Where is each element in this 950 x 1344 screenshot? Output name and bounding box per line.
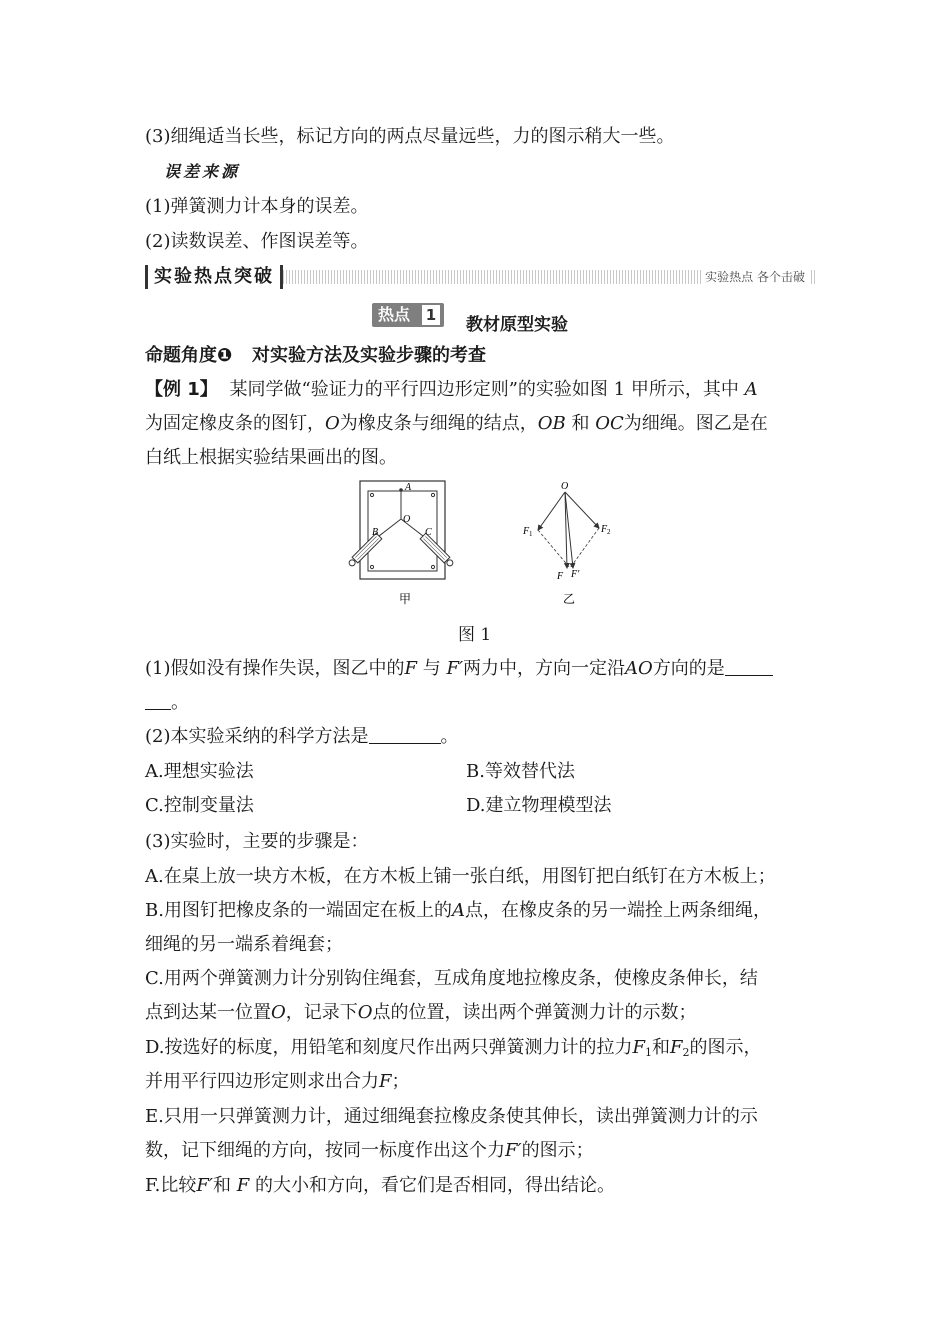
step-D-cont — [145, 1069, 815, 1095]
var: F — [379, 1071, 392, 1092]
option-A: A.理想实验法 — [145, 761, 254, 782]
question-line — [145, 724, 815, 750]
var: F — [236, 1175, 250, 1196]
label-F: F — [557, 571, 564, 582]
example-line — [145, 411, 815, 437]
var: A — [744, 379, 758, 400]
label-O2: O — [561, 481, 569, 492]
var: F — [670, 1037, 683, 1058]
text-line: (2)读数误差、作图误差等。 — [145, 231, 369, 252]
hotspot-label: 热点 — [378, 305, 411, 324]
text: 方向的是 — [652, 658, 725, 679]
var: O — [325, 413, 340, 434]
label-F2-sub: 2 — [607, 528, 611, 536]
subscript: 1 — [645, 1046, 653, 1059]
step-C-cont — [145, 1000, 815, 1026]
text: 两力中，方向一定沿 — [463, 658, 626, 679]
var: O — [357, 1002, 373, 1023]
var: F′ — [505, 1140, 522, 1161]
text: (2)本实验采纳的科学方法是 — [145, 726, 369, 747]
text: ； — [391, 1071, 410, 1092]
question-line — [145, 690, 815, 716]
hotspot-title: 教材原型实验 — [466, 315, 568, 335]
banner-subtitle: 实验热点 各个击破 — [701, 266, 809, 288]
step-E-cont — [145, 1138, 815, 1164]
label-F1-sub: 1 — [529, 530, 533, 538]
answer-blank[interactable] — [725, 657, 773, 676]
text: 点到达某一位置 — [145, 1002, 271, 1023]
option-B: B.等效替代法 — [466, 761, 575, 782]
section-banner — [145, 265, 815, 289]
text-line — [145, 124, 815, 150]
answer-blank-cont[interactable] — [145, 691, 171, 710]
option-C: C.控制变量法 — [145, 795, 254, 816]
question-line — [145, 656, 815, 682]
var: AO — [625, 658, 653, 679]
figure-left-label: 甲 — [399, 592, 412, 606]
experiment-figure — [335, 478, 635, 613]
var: F — [404, 658, 417, 679]
banner-title: 实验热点突破 — [145, 265, 283, 289]
text: 和 — [571, 413, 590, 434]
option-D: D.建立物理模型法 — [466, 795, 612, 816]
figure-caption: 图 1 — [458, 625, 492, 645]
example-tag: 【例 1】 — [145, 379, 218, 400]
label-Fprime: F′ — [571, 569, 580, 580]
text: 和 — [652, 1037, 671, 1058]
label-F2: F — [601, 524, 608, 535]
text: 某同学做“验证力的平行四边形定则”的实验如图 1 甲所示，其中 — [229, 379, 739, 400]
example-line — [145, 377, 815, 403]
question-line: (3)实验时，主要的步骤是： — [145, 831, 369, 852]
text: 为橡皮条与细绳的结点， — [339, 413, 538, 434]
answer-blank[interactable] — [369, 725, 441, 744]
step-E: E.只用一只弹簧测力计，通过细绳套拉橡皮条使其伸长，读出弹簧测力计的示 — [145, 1106, 758, 1127]
text: 。 — [440, 726, 459, 747]
step-B-cont: 细绳的另一端系着绳套； — [145, 934, 343, 955]
text: 与 — [422, 658, 441, 679]
step-F — [145, 1173, 815, 1199]
var: F — [632, 1037, 646, 1058]
var: O — [271, 1002, 286, 1023]
text: (1)假如没有操作失误，图乙中的 — [145, 658, 405, 679]
text: D.按选好的标度，用铅笔和刻度尺作出两只弹簧测力计的拉力 — [145, 1037, 633, 1058]
figure-right-label: 乙 — [563, 592, 576, 606]
text: 数，记下细绳的方向，按同一标度作出这个力 — [145, 1140, 505, 1161]
step-C: C.用两个弹簧测力计分别钩住绳套，互成角度地拉橡皮条，使橡皮条伸长，结 — [145, 968, 758, 989]
example-line: 白纸上根据实验结果画出的图。 — [145, 447, 397, 468]
step-B — [145, 898, 815, 924]
error-heading: 误差来源 — [164, 162, 241, 181]
var: A — [451, 900, 465, 921]
text: 和 — [213, 1175, 231, 1196]
figure-jia — [347, 481, 455, 606]
hotspot-number: 1 — [422, 305, 440, 325]
angle-label: 命题角度 — [145, 345, 217, 366]
var: F′ — [446, 658, 464, 679]
text: 为固定橡皮条的图钉， — [145, 413, 325, 434]
var: OB — [537, 413, 566, 434]
text: 点的位置，读出两个弹簧测力计的示数； — [372, 1002, 697, 1023]
angle-text: 对实验方法及实验步骤的考查 — [251, 345, 486, 366]
label-F1: F — [523, 526, 530, 537]
text: ，记录下 — [285, 1002, 358, 1023]
text: F.比较 — [145, 1175, 197, 1196]
step-A: A.在桌上放一块方木板，在方木板上铺一张白纸，用图钉把白纸钉在方木板上； — [145, 866, 776, 887]
text-line: (1)弹簧测力计本身的误差。 — [145, 196, 369, 217]
text: 的图示， — [689, 1037, 762, 1058]
text: 。 — [171, 692, 189, 713]
var: F′ — [196, 1175, 213, 1196]
step-D — [145, 1035, 815, 1066]
angle-number: ❶ — [217, 345, 233, 366]
var: OC — [595, 413, 624, 434]
label-C: C — [425, 527, 432, 538]
figure-yi — [522, 481, 611, 606]
text: 点，在橡皮条的另一端拴上两条细绳， — [464, 900, 771, 921]
text: (3)细绳适当长些，标记方向的两点尽量远些，力的图示稍大一些。 — [145, 126, 675, 147]
subscript: 2 — [682, 1046, 690, 1059]
text: 为细绳。图乙是在 — [623, 413, 768, 434]
text: 的大小和方向，看它们是否相同，得出结论。 — [254, 1175, 615, 1196]
hotspot-badge — [372, 303, 444, 327]
text: B.用图钉把橡皮条的一端固定在板上的 — [145, 900, 452, 921]
text: 并用平行四边形定则求出合力 — [145, 1071, 379, 1092]
label-B: B — [372, 527, 379, 538]
label-O: O — [403, 514, 411, 525]
text: 的图示； — [521, 1140, 594, 1161]
label-A: A — [405, 482, 412, 493]
angle-line — [145, 343, 815, 369]
